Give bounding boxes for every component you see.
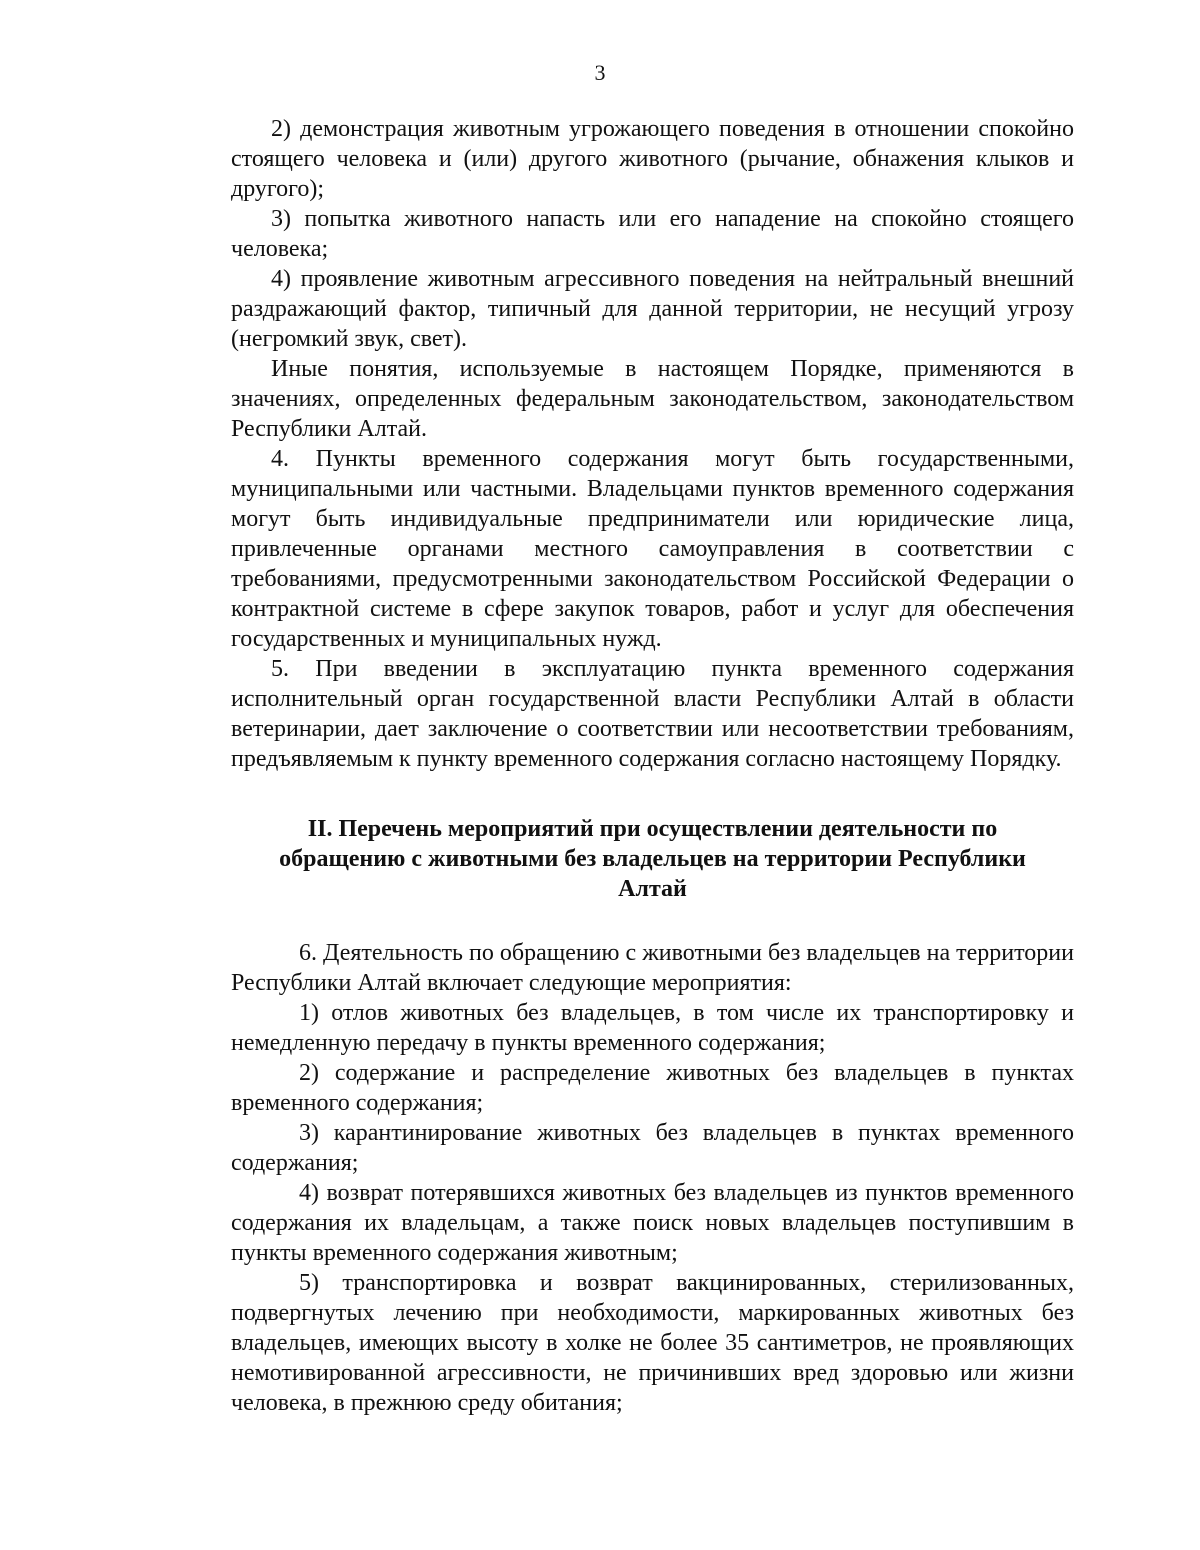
paragraph: 5. При введении в эксплуатацию пункта временного содержания исполнительный орган государственной власти Республики Алтай в области ветеринарии, дает заключение о соответствии или несоответствии требованиям, предъявляемым к пункту временного содержания согласно настоящему Порядку. (231, 656, 1074, 772)
list-item: 1) отлов животных без владельцев, в том числе их транспортировку и немедленную передачу в пункты временного содержания; (231, 1000, 1074, 1056)
paragraph: 2) демонстрация животным угрожающего поведения в отношении спокойно стоящего человека и (или) другого животного (рычание, обнажения клыков и другого); (231, 116, 1074, 202)
paragraph: Иные понятия, используемые в настоящем Порядке, применяются в значениях, определенных федеральным законодательством, законодательством Республики Алтай. (231, 356, 1074, 442)
list-item: 5) транспортировка и возврат вакцинированных, стерилизованных, подвергнутых лечению при необходимости, маркированных животных без владельцев, имеющих высоту в холке не более 35 сантиметров, не проявляющих немотивированной агрессивности, не причинивших вред здоровью или жизни человека, в прежнюю среду обитания; (231, 1270, 1074, 1416)
paragraph: 6. Деятельность по обращению с животными без владельцев на территории Республики Алтай включает следующие мероприятия: (231, 940, 1074, 996)
paragraph: 4. Пункты временного содержания могут быть государственными, муниципальными или частными. Владельцами пунктов временного содержания могут быть индивидуальные предприниматели или юридические лица, привлеченные органами местного самоуправления в соответствии с требованиями, предусмотренными законодательством Российской Федерации о контрактной системе в сфере закупок товаров, работ и услуг для обеспечения государственных и муниципальных нужд. (231, 446, 1074, 652)
section-2-body (231, 938, 1074, 1418)
paragraph: 4) проявление животным агрессивного поведения на нейтральный внешний раздражающий фактор, типичный для данной территории, не несущий угрозу (негромкий звук, свет). (231, 266, 1074, 352)
list-item: 4) возврат потерявшихся животных без владельцев из пунктов временного содержания их владельцам, а также поиск новых владельцев поступившим в пункты временного содержания животным; (231, 1180, 1074, 1266)
list-item: 3) карантинирование животных без владельцев в пунктах временного содержания; (231, 1120, 1074, 1176)
paragraph: 3) попытка животного напасть или его нападение на спокойно стоящего человека; (231, 206, 1074, 262)
document-body (231, 114, 1074, 1418)
page-number: 3 (594, 60, 606, 85)
section-heading: II. Перечень мероприятий при осуществлении деятельности по обращению с животными без владельцев на территории Республики Алтай (279, 816, 1026, 902)
list-item: 2) содержание и распределение животных без владельцев в пунктах временного содержания; (231, 1060, 1074, 1116)
